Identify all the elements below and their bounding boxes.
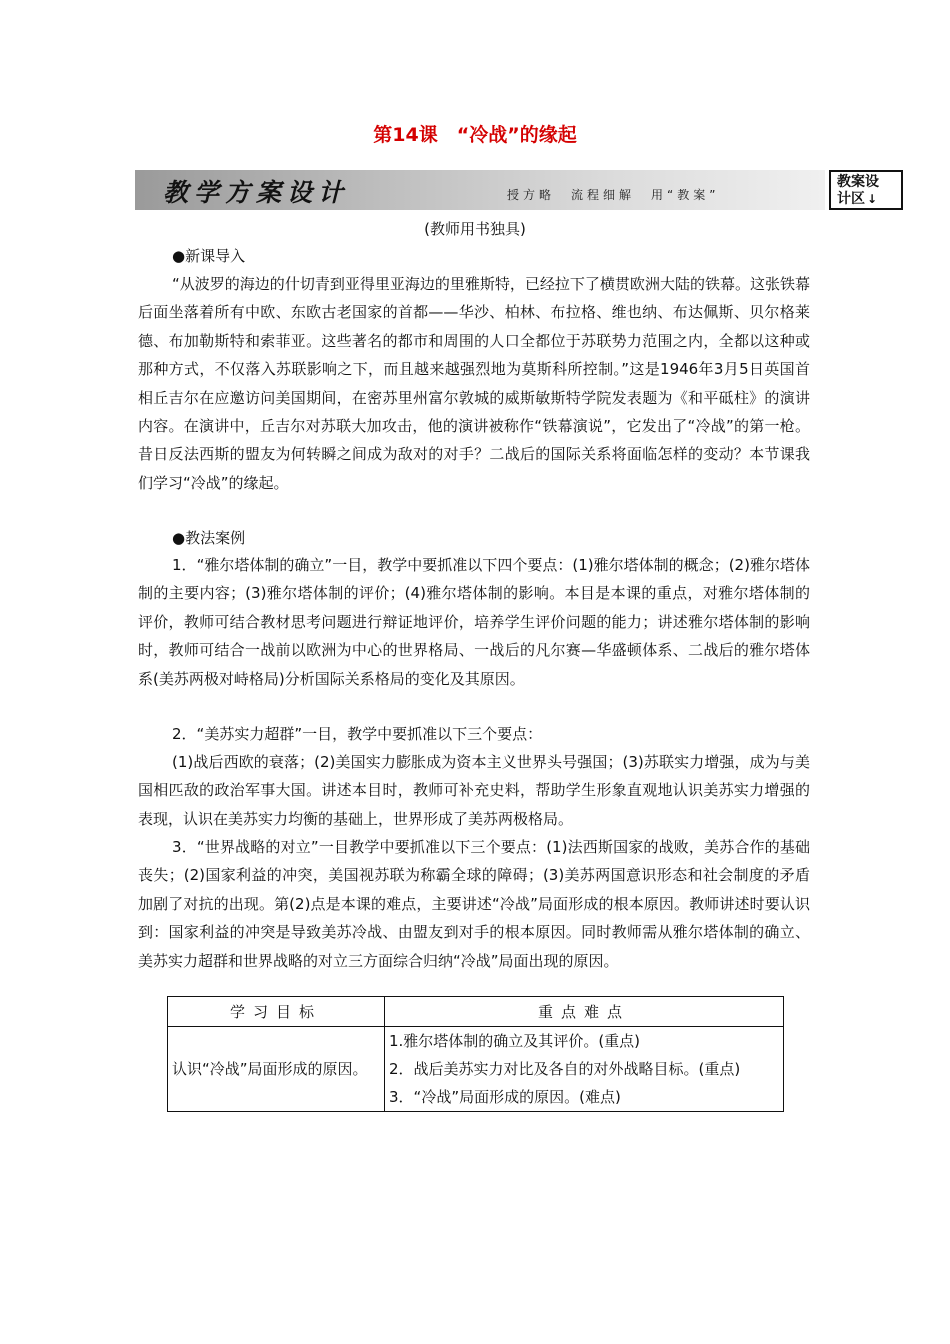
intro-paragraph: “从波罗的海边的什切青到亚得里亚海边的里雅斯特，已经拉下了横贯欧洲大陆的铁幕。这张铁幕后面坐落着所有中欧、东欧古老国家的首都——华沙、柏林、布拉格、维也纳、布达佩斯、贝尔格莱德、布加勒斯特和索菲亚。这些著名的都市和周围的人口全都位于苏联势力范围之内，全都以这种或那种方式，不仅落入苏联影响之下，而且越来越强烈地为莫斯科所控制。”这是1946年3月5日英国首相丘吉尔在应邀访问美国期间，在密苏里州富尔敦城的威斯敏斯特学院发表题为《和平砥柱》的演讲内容。在演讲中，丘吉尔对苏联大加攻击，他的演讲被称作“铁幕演说”，它发出了“冷战”的第一枪。昔日反法西斯的盟友为何转瞬之间成为敌对的对手？二战后的国际关系将面临怎样的变动？本节课我们学习“冷战”的缘起。 [138,275,810,492]
banner-subtitle: 授方略 流程细解 用“教案” [507,188,720,202]
teacher-note: (教师用书独具) [424,220,526,238]
case-item-2: 2．“美苏实力超群”一目，教学中要抓准以下三个要点： [172,725,543,743]
heading-intro: ●新课导入 [172,247,246,265]
banner-box-line1: 教案设 [837,174,879,190]
points-cell [385,1027,784,1112]
banner-title: 教学方案设计 [163,178,350,207]
header-goal: 学习目标 [168,997,385,1027]
point-item: 2．战后美苏实力对比及各自的对外战略目标。(重点) [389,1060,741,1078]
goal-cell: 认识“冷战”局面形成的原因。 [168,1027,385,1112]
goals-table [167,996,784,1112]
point-item: 1.雅尔塔体制的确立及其评价。(重点) [389,1032,641,1050]
case-item-1: 1．“雅尔塔体制的确立”一目，教学中要抓准以下四个要点：(1)雅尔塔体制的概念；(2)雅尔塔体制的主要内容；(3)雅尔塔体制的评价；(4)雅尔塔体制的影响。本目是本课的重点，对雅尔塔体制的评价，教师可结合教材思考问题进行辩证地评价，培养学生评价问题的能力；讲述雅尔塔体制的影响时，教师可结合一战前以欧洲为中心的世界格局、一战后的凡尔赛—华盛顿体系、二战后的雅尔塔体系(美苏两极对峙格局)分析国际关系格局的变化及其原因。 [138,556,810,688]
heading-cases: ●教法案例 [172,529,246,547]
lesson-title: 第14课 “冷战”的缘起 [373,124,577,146]
case-item-2-detail: (1)战后西欧的衰落；(2)美国实力膨胀成为资本主义世界头号强国；(3)苏联实力增强，成为与美国相匹敌的政治军事大国。讲述本目时，教师可补充史料，帮助学生形象直观地认识美苏实力增强的表现，认识在美苏实力均衡的基础上，世界形成了美苏两极格局。 [138,753,810,828]
section-banner [135,170,825,210]
arrow-down-icon: ↓ [867,192,878,206]
banner-section-box [829,170,903,210]
banner-box-line2: 计区 [837,191,865,207]
header-points: 重点难点 [385,997,784,1027]
case-item-3: 3．“世界战略的对立”一目教学中要抓准以下三个要点：(1)法西斯国家的战败，美苏合作的基础丧失；(2)国家利益的冲突，美国视苏联为称霸全球的障碍；(3)美苏两国意识形态和社会制度的矛盾加剧了对抗的出现。第(2)点是本课的难点，主要讲述“冷战”局面形成的根本原因。教师讲述时要认识到：国家利益的冲突是导致美苏冷战、由盟友到对手的根本原因。同时教师需从雅尔塔体制的确立、美苏实力超群和世界战略的对立三方面综合归纳“冷战”局面出现的原因。 [138,838,810,970]
point-item: 3．“冷战”局面形成的原因。(难点) [389,1088,621,1106]
